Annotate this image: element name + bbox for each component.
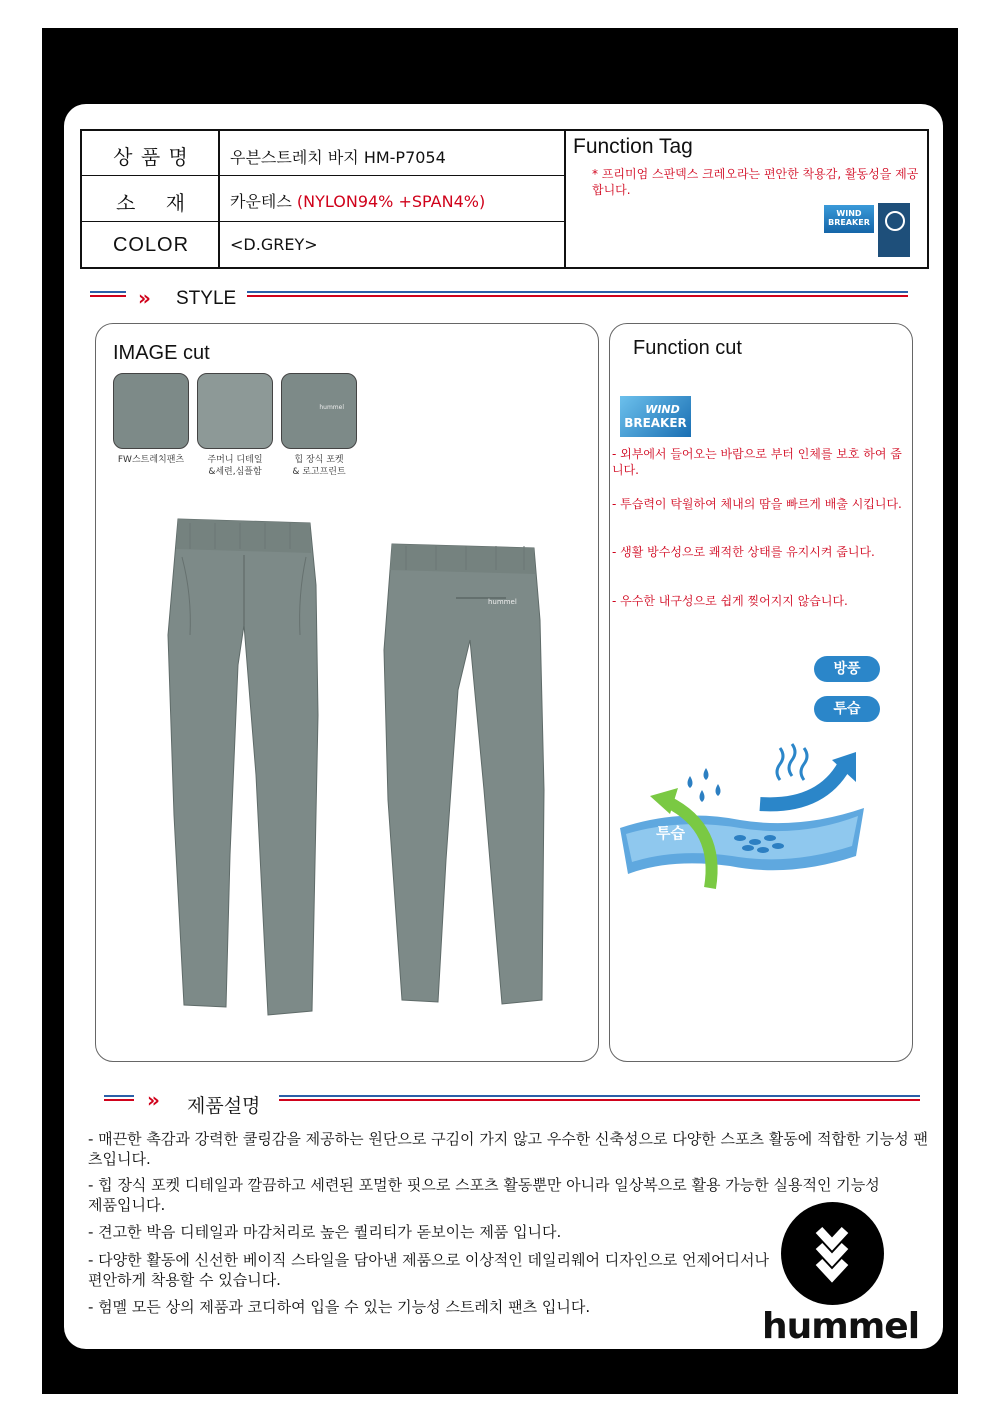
pants-back-image — [376, 540, 556, 1010]
function-tag-title: Function Tag — [573, 135, 693, 158]
technical-tag-icon — [878, 203, 910, 257]
desc-stripe-right — [279, 1095, 920, 1103]
function-point-1: - 외부에서 들어오는 바람으로 부터 인체를 보호 하여 줍니다. — [612, 447, 902, 477]
thumb-caption-1: FW스트레치팬츠 — [117, 455, 185, 465]
function-tag-note: * 프리미엄 스판덱스 크레오라는 편안한 착용감, 활동성을 제공 합니다. — [592, 167, 919, 197]
image-cut-title: IMAGE cut — [113, 342, 210, 364]
desc-item-4: - 다양한 활동에 신선한 베이직 스타일을 담아낸 제품으로 이상적인 데일리웨어 디자인으로 언제어디서나 편안하게 착용할 수 있습니다. — [88, 1251, 769, 1289]
desc-item-1: - 매끈한 촉감과 강력한 쿨링감을 제공하는 원단으로 구김이 가지 않고 우수한 신축성으로 다양한 스포츠 활동에 적합한 기능성 팬츠입니다. — [88, 1130, 928, 1168]
thumbnail-hip-pocket[interactable]: hummel — [281, 373, 357, 449]
material-label: 소 재 — [115, 191, 187, 215]
windproof-pill: 방풍 — [814, 656, 880, 682]
svg-text:투습: 투습 — [656, 824, 685, 842]
desc-title: 제품설명 — [187, 1096, 261, 1117]
desc-item-5: - 험멜 모든 상의 제품과 코디하여 입을 수 있는 기능성 스트레치 팬츠 입니다. — [88, 1298, 591, 1316]
product-name-label: 상 품 명 — [113, 145, 189, 169]
pants-front-image — [160, 515, 330, 1025]
function-cut-title: Function cut — [633, 337, 742, 359]
wind-breaker-badge: WIND BREAKER — [620, 396, 691, 437]
thumb-caption-3: 힙 장식 포켓 & 로고프린트 — [292, 455, 346, 477]
hummel-wordmark: hummel — [762, 1306, 920, 1347]
wind-breaker-tag-badge: WIND BREAKER — [824, 205, 874, 233]
svg-text:hummel: hummel — [488, 598, 517, 606]
color-label: COLOR — [112, 234, 190, 256]
desc-item-2: - 힙 장식 포켓 디테일과 깔끔하고 세련된 포멀한 핏으로 스포츠 활동뿐만 아니라 일상복으로 활용 가능한 실용적인 기능성 제품입니다. — [88, 1176, 880, 1214]
function-point-3: - 생활 방수성으로 쾌적한 상태를 유지시켜 줍니다. — [612, 545, 875, 559]
style-chevron-icon: » — [138, 286, 151, 310]
thumbnail-stretch-pants[interactable] — [113, 373, 189, 449]
desc-item-3: - 견고한 박음 디테일과 마감처리로 높은 퀄리티가 돋보이는 제품 입니다. — [88, 1223, 562, 1241]
hummel-logo-icon — [781, 1202, 884, 1305]
desc-stripe-left — [104, 1095, 134, 1103]
breathable-diagram — [620, 738, 870, 908]
material-value: 카운테스 (NYLON94% +SPAN4%) — [230, 192, 486, 211]
function-point-4: - 우수한 내구성으로 쉽게 찢어지지 않습니다. — [612, 594, 848, 608]
thumbnail-pocket-detail[interactable] — [197, 373, 273, 449]
desc-chevron-icon: » — [147, 1088, 160, 1112]
breathable-pill: 투습 — [814, 696, 880, 722]
spec-table — [80, 129, 929, 269]
style-stripe-left — [90, 291, 126, 299]
function-point-2: - 투습력이 탁월하여 체내의 땀을 빠르게 배출 시킵니다. — [612, 497, 902, 511]
thumb-caption-2: 주머니 디테일 &세련,심플함 — [207, 455, 263, 477]
product-name-value: 우븐스트레치 바지 HM-P7054 — [230, 148, 446, 167]
style-stripe-right — [247, 291, 908, 299]
style-title: STYLE — [176, 288, 237, 309]
color-value: <D.GREY> — [230, 235, 318, 254]
